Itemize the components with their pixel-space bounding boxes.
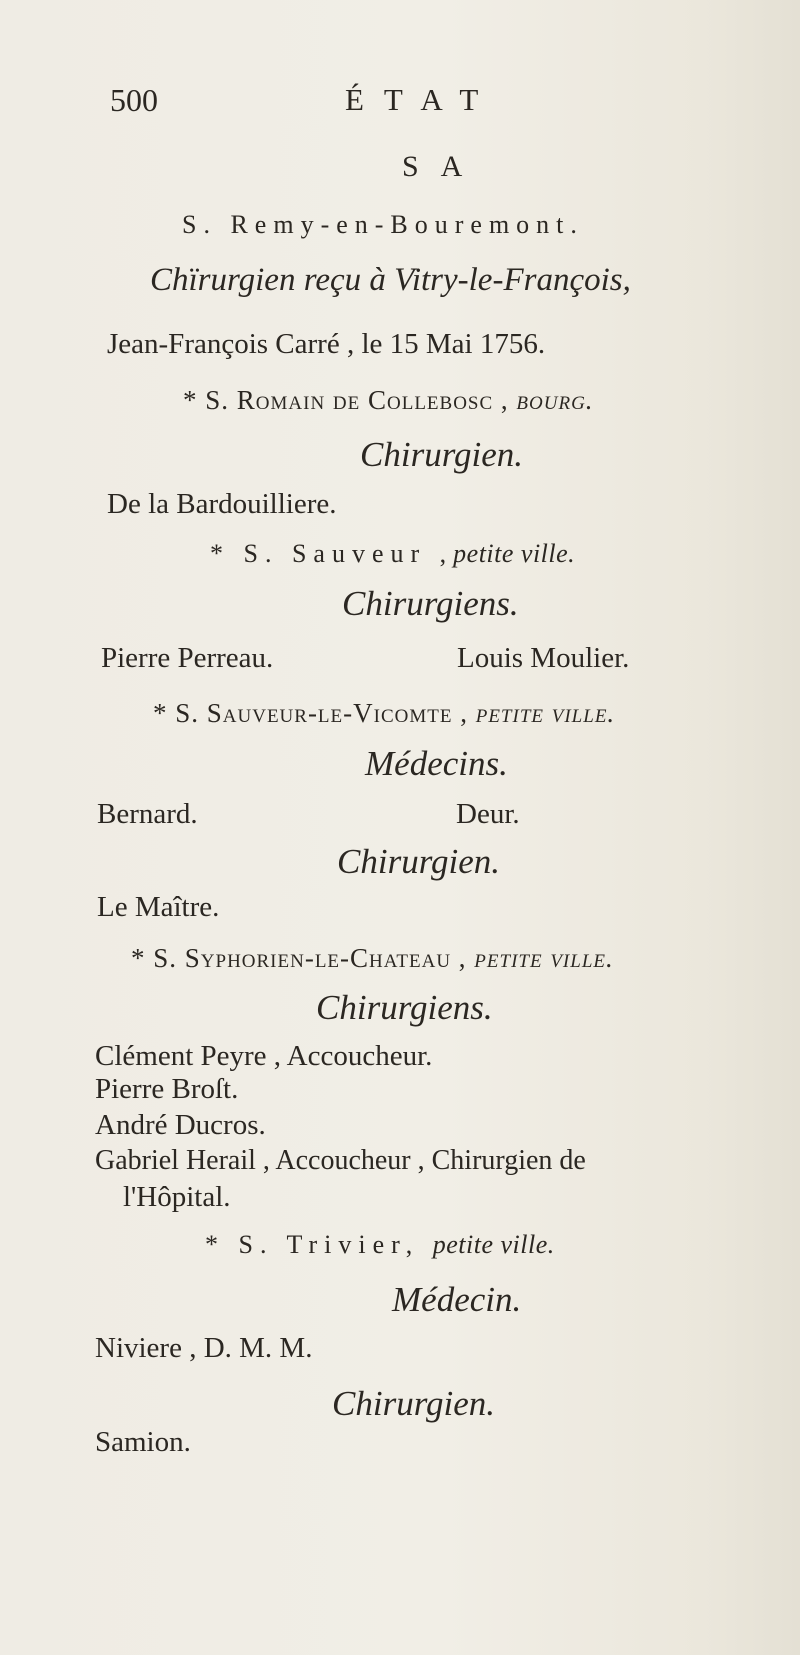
place-type-sauveur: petite ville. (453, 539, 576, 568)
place-heading-remy: S. Remy-en-Bouremont. (182, 210, 584, 239)
place-name-vicomte: * S. Sauveur-le-Vicomte , (153, 698, 468, 728)
page-number: 500 (110, 82, 158, 118)
role-heading-sauveur: Chirurgiens. (342, 584, 519, 623)
person-peyre: Clément Peyre , Accoucheur. (95, 1040, 433, 1072)
role-heading-romain: Chirurgien. (360, 435, 524, 474)
person-herail-continued: l'Hôpital. (123, 1181, 231, 1213)
person-niviere: Niviere , D. M. M. (95, 1332, 313, 1364)
person-herail: Gabriel Herail , Accoucheur , Chirurgien de (95, 1145, 586, 1176)
role-heading-vicomte-chirurgien: Chirurgien. (337, 842, 501, 881)
place-type-romain: bourg. (516, 385, 594, 415)
role-heading-trivier-chirurgien: Chirurgien. (332, 1384, 496, 1423)
role-heading-syphorien: Chirurgiens. (316, 988, 493, 1027)
place-type-syphorien: petite ville. (474, 943, 614, 973)
place-heading-romain (183, 387, 594, 414)
place-type-vicomte: petite ville. (475, 698, 616, 728)
person-moulier: Louis Moulier. (457, 642, 630, 674)
place-heading-vicomte (153, 700, 615, 727)
person-ducros: André Ducros. (95, 1109, 266, 1141)
person-brost: Pierre Broſt. (95, 1073, 239, 1105)
person-samion: Samion. (95, 1426, 191, 1458)
place-name-sauveur: * S. Sauveur , (210, 539, 454, 568)
place-heading-sauveur (210, 541, 575, 567)
place-type-trivier: petite ville. (432, 1230, 555, 1259)
person-perreau: Pierre Perreau. (101, 642, 274, 674)
place-heading-trivier (205, 1232, 555, 1258)
role-heading-vicomte-medecins: Médecins. (365, 744, 508, 783)
place-heading-syphorien (131, 945, 614, 972)
place-name-syphorien: * S. Syphorien-le-Chateau , (131, 943, 467, 973)
section-letters: SA (402, 150, 485, 183)
place-name-romain: * S. Romain de Collebosc , (183, 385, 509, 415)
person-bardouilliere: De la Bardouilliere. (107, 488, 337, 520)
role-heading-trivier-medecin: Médecin. (392, 1280, 522, 1319)
person-le-maitre: Le Maître. (97, 891, 220, 923)
place-name-trivier: * S. Trivier, (205, 1230, 420, 1259)
role-heading-remy: Chïrurgien reçu à Vitry-le-François, (150, 262, 631, 298)
person-bernard: Bernard. (97, 798, 198, 830)
person-deur: Deur. (456, 798, 520, 830)
person-carre: Jean-François Carré , le 15 Mai 1756. (107, 328, 546, 360)
running-title: ÉTAT (345, 82, 499, 117)
